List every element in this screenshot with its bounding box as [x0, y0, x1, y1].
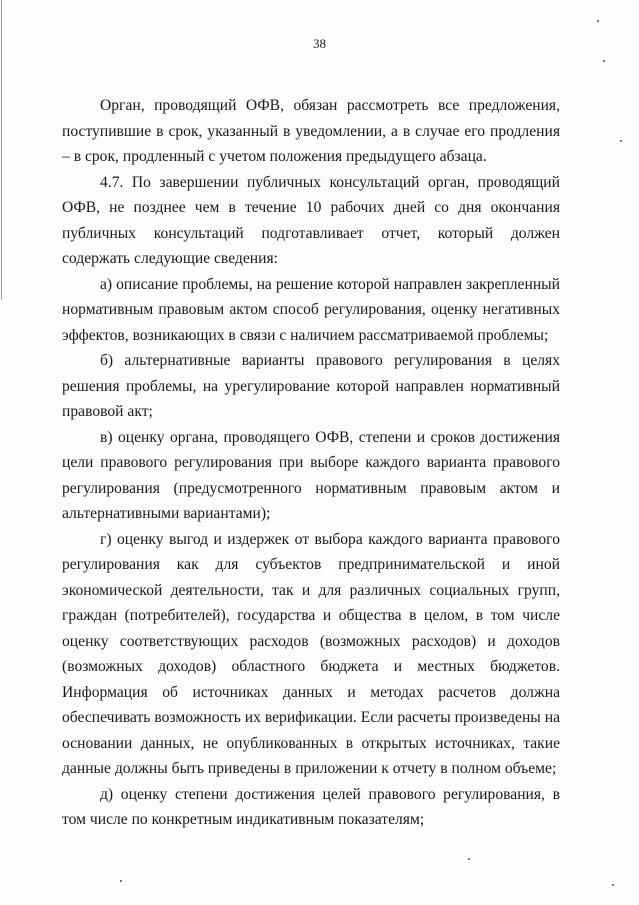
document-body [62, 93, 560, 833]
scan-speck [597, 20, 599, 22]
paragraph: б) альтернативные варианты правового регулирования в целях решения проблемы, на урегулирование которой направлен нормативный правовой акт; [62, 352, 560, 420]
paragraph: д) оценку степени достижения целей правового регулирования, в том числе по конкретным индикативным показателям; [62, 785, 560, 828]
scan-speck [603, 60, 605, 62]
paragraph: а) описание проблемы, на решение которой направлен закрепленный нормативным правовым актом способ регулирования, оценку негативных эффектов, возникающих в связи с наличием рассматриваемой проблемы; [62, 275, 560, 344]
scan-speck [612, 884, 614, 886]
paragraph: в) оценку органа, проводящего ОФВ, степени и сроков достижения цели правового регулирования при выборе каждого варианта правового регулирования (предусмотренного нормативным правовым актом и альтернативными вариантами); [62, 428, 560, 522]
scan-speck [120, 880, 122, 882]
paragraph: Орган, проводящий ОФВ, обязан рассмотреть все предложения, поступившие в срок, указанный в уведомлении, а в случае его продления – в срок, продленный с учетом положения предыдущего абзаца. [62, 97, 560, 165]
paragraph: г) оценку выгод и издержек от выбора каждого варианта правового регулирования как для субъектов предпринимательской и иной экономической деятельности, так и для различных социальных групп, граждан (потребителей), государства и общества в целом, в том числе оценку соответствующих расходов (возможных расходов) и доходов (возможных доходов) областного бюджета и местных бюджетов. Информация об источниках данных и методах расчетов должна обеспечивать возможность их верификации. Если расчеты произведены на основании данных, не опубликованных в открытых источниках, такие данные должны быть приведены в приложении к отчету в полном объеме; [62, 530, 560, 777]
scan-edge-line [1, 0, 2, 300]
scan-speck [620, 140, 622, 142]
paragraph: 4.7. По завершении публичных консультаций орган, проводящий ОФВ, не позднее чем в течение 10 рабочих дней со дня окончания публичных консультаций подготавливает отчет, который должен содержать следующие сведения: [62, 173, 560, 267]
scan-speck [468, 858, 470, 860]
page-number: 38 [313, 36, 326, 51]
